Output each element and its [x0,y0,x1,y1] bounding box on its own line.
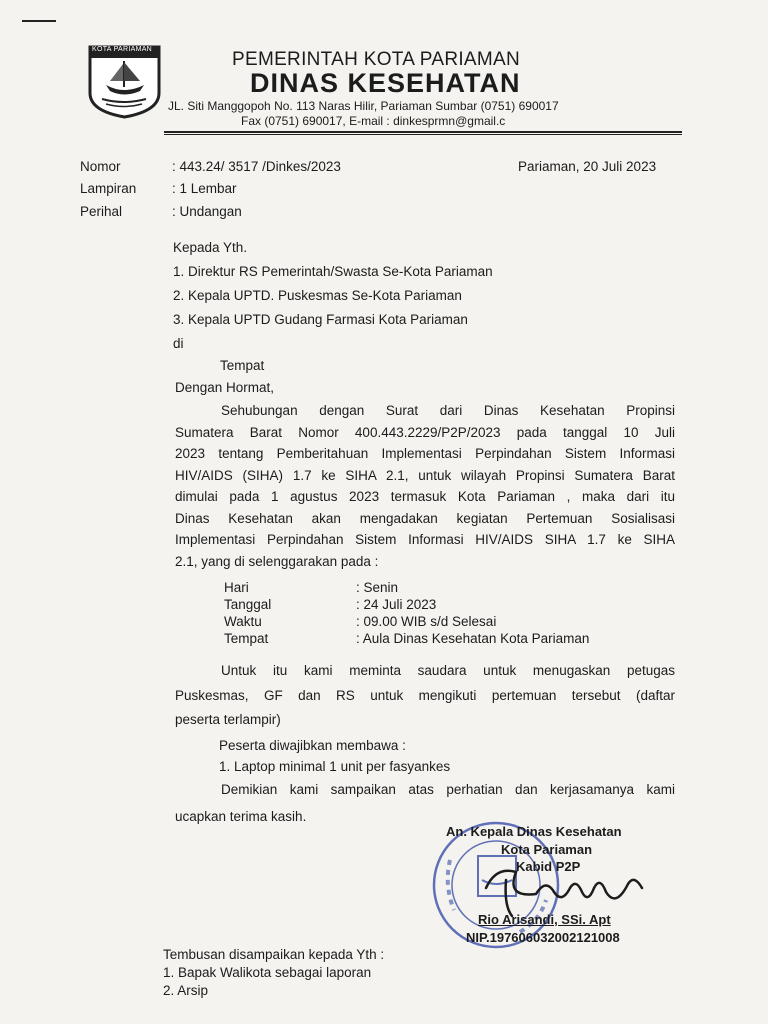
paragraph-line: peserta terlampir) [175,712,281,727]
scan-mark [22,20,56,22]
office-address: JL. Siti Manggopoh No. 113 Naras Hilir, Pariaman Sumbar (0751) 690017 [168,99,559,113]
paragraph-line: HIV/AIDS (SIHA) 1.7 ke SIHA 2.1, untuk wilayah Propinsi Sumatera Barat [175,467,675,483]
handwritten-signature [476,858,646,920]
recipient-place: Tempat [220,358,265,373]
recipient-item: 3. Kepala UPTD Gudang Farmasi Kota Pariaman [173,312,468,327]
header-divider [164,131,682,133]
paragraph-line: Implementasi Perpindahan Sistem Informasi HIV/AIDS SIHA 1.7 ke SIHA [175,532,675,547]
nomor-label: Nomor [80,159,121,174]
salutation: Dengan Hormat, [175,380,275,395]
schedule-value: : 09.00 WIB s/d Selesai [356,614,497,629]
paragraph-line: Puskesmas, GF dan RS untuk mengikuti pertemuan tersebut (daftar [175,687,675,703]
paragraph-closing [175,779,675,827]
header-divider-thin [164,134,682,135]
place-date: Pariaman, 20 Juli 2023 [518,159,657,174]
paragraph-line: Untuk itu kami meminta saudara untuk menugaskan petugas [221,663,675,678]
city-emblem-logo [88,45,161,119]
logo-caption: KOTA PARIAMAN [92,46,153,53]
government-name: PEMERINTAH KOTA PARIAMAN [232,49,521,70]
schedule-value: : 24 Juli 2023 [356,597,437,612]
paragraph-invitation [175,400,675,572]
recipient-item: 1. Direktur RS Pemerintah/Swasta Se-Kota Pariaman [173,264,493,279]
paragraph-line: 2.1, yang di selenggarakan pada : [175,553,379,569]
perihal-value: : Undangan [172,204,242,219]
bring-intro: Peserta diwajibkan membawa : [219,738,406,753]
schedule-value: : Senin [356,580,399,595]
schedule-label: Tanggal [224,597,272,612]
schedule-value: : Aula Dinas Kesehatan Kota Pariaman [356,631,590,646]
paragraph-line: dimulai pada 1 agustus 2023 termasuk Kota Pariaman , maka dari itu [175,489,675,504]
recipient-greeting: Kepada Yth. [173,240,248,255]
nomor-value: : 443.24/ 3517 /Dinkes/2023 [172,159,341,174]
office-fax-email: Fax (0751) 690017, E-mail : dinkesprmn@gmail.c [241,114,506,128]
perihal-label: Perihal [80,204,123,219]
signature-role: An. Kepala Dinas Kesehatan [446,824,622,839]
paragraph-line: ucapkan terima kasih. [175,808,307,824]
paragraph-line: Sehubungan dengan Surat dari Dinas Kesehatan Propinsi [221,403,675,418]
signatory-nip: NIP.197606032002121008 [466,930,620,945]
signature-division: Kabid P2P [516,859,581,874]
schedule-label: Hari [224,580,249,595]
recipient-di: di [173,336,184,351]
copies-item: 2. Arsip [163,983,209,998]
copies-item: 1. Bapak Walikota sebagai laporan [163,965,372,980]
schedule-label: Tempat [224,631,269,646]
bring-item: 1. Laptop minimal 1 unit per fasyankes [219,759,451,774]
paragraph-line: Demikian kami sampaikan atas perhatian dan kerjasamanya kami [221,782,675,797]
lampiran-value: : 1 Lembar [172,181,237,196]
lampiran-label: Lampiran [80,181,137,196]
signatory-name: Rio Arisandi, SSi. Apt [478,912,611,927]
paragraph-line: Sumatera Barat Nomor 400.443.2229/P2P/2023 pada tanggal 10 Juli [175,424,675,440]
schedule-label: Waktu [224,614,262,629]
signature-office: Kota Pariaman [501,842,593,857]
copies-intro: Tembusan disampaikan kepada Yth : [163,947,385,962]
office-name: DINAS KESEHATAN [250,68,521,98]
paragraph-request [175,660,675,731]
paragraph-line: 2023 tentang Pemberitahuan Implementasi Perpindahan Sistem Informasi [175,446,675,461]
paragraph-line: Dinas Kesehatan akan mengadakan kegiatan Pertemuan Sosialisasi [175,510,675,526]
recipient-item: 2. Kepala UPTD. Puskesmas Se-Kota Pariaman [173,288,462,303]
